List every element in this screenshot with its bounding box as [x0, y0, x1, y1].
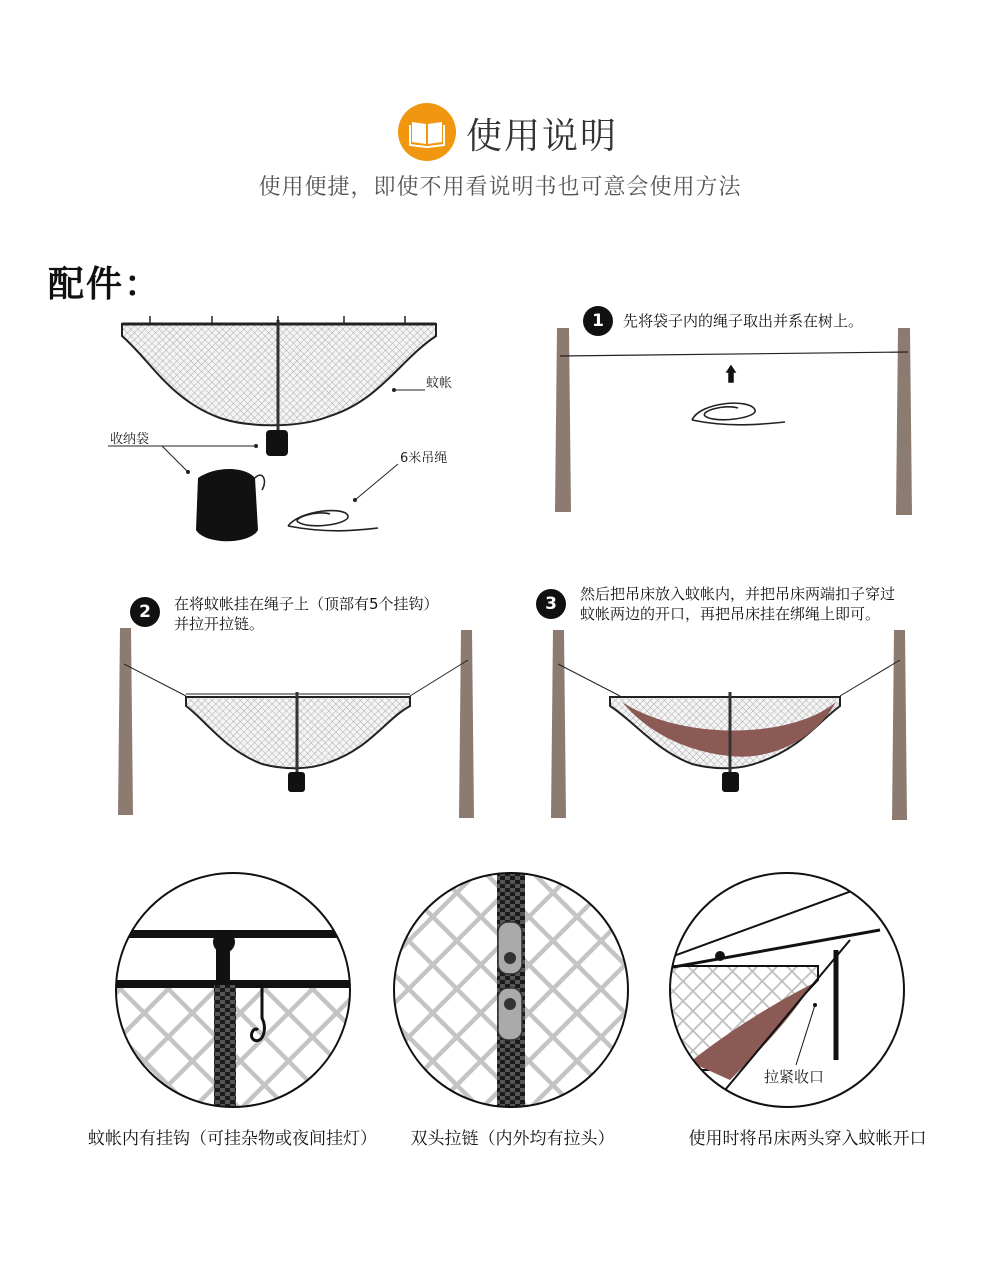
page-subtitle: 使用便捷，即使不用看说明书也可意会使用方法 — [258, 175, 742, 200]
detail-hook-circle — [110, 873, 360, 1115]
step3-text-line2: 蚊帐两边的开口，再把吊床挂在绑绳上即可。 — [580, 605, 881, 623]
step3-drawing — [551, 630, 907, 820]
step3-badge: 3 — [536, 589, 566, 619]
step2-badge: 2 — [130, 597, 160, 627]
caption-zipper: 双头拉链（内外均有拉头） — [410, 1129, 615, 1149]
storage-bag-drawing — [108, 444, 264, 541]
step1-text: 先将袋子内的绳子取出并系在树上。 — [623, 312, 864, 330]
caption-opening: 使用时将吊床两头穿入蚊帐开口 — [688, 1129, 927, 1149]
step2-drawing — [118, 628, 474, 818]
tighten-callout: 拉紧收口 — [764, 1068, 825, 1086]
rope-label: 6米吊绳 — [400, 451, 448, 466]
detail-zipper-circle — [390, 870, 640, 1120]
rope-drawing — [288, 464, 398, 531]
mosquito-net-drawing — [122, 316, 436, 456]
accessories-title: 配件： — [48, 264, 163, 305]
step3-text-line1: 然后把吊床放入蚊帐内，并把吊床两端扣子穿过 — [580, 585, 896, 603]
page-title: 使用说明 — [466, 116, 619, 157]
bag-label: 收纳袋 — [110, 432, 150, 447]
step1-drawing — [555, 328, 912, 515]
step2-text-line2: 并拉开拉链。 — [174, 615, 265, 633]
step1-badge: 1 — [583, 306, 613, 336]
net-label: 蚊帐 — [426, 376, 453, 391]
step2-text-line1: 在将蚊帐挂在绳子上（顶部有5个挂钩） — [174, 595, 439, 613]
caption-hook: 蚊帐内有挂钩（可挂杂物或夜间挂灯） — [88, 1129, 377, 1149]
